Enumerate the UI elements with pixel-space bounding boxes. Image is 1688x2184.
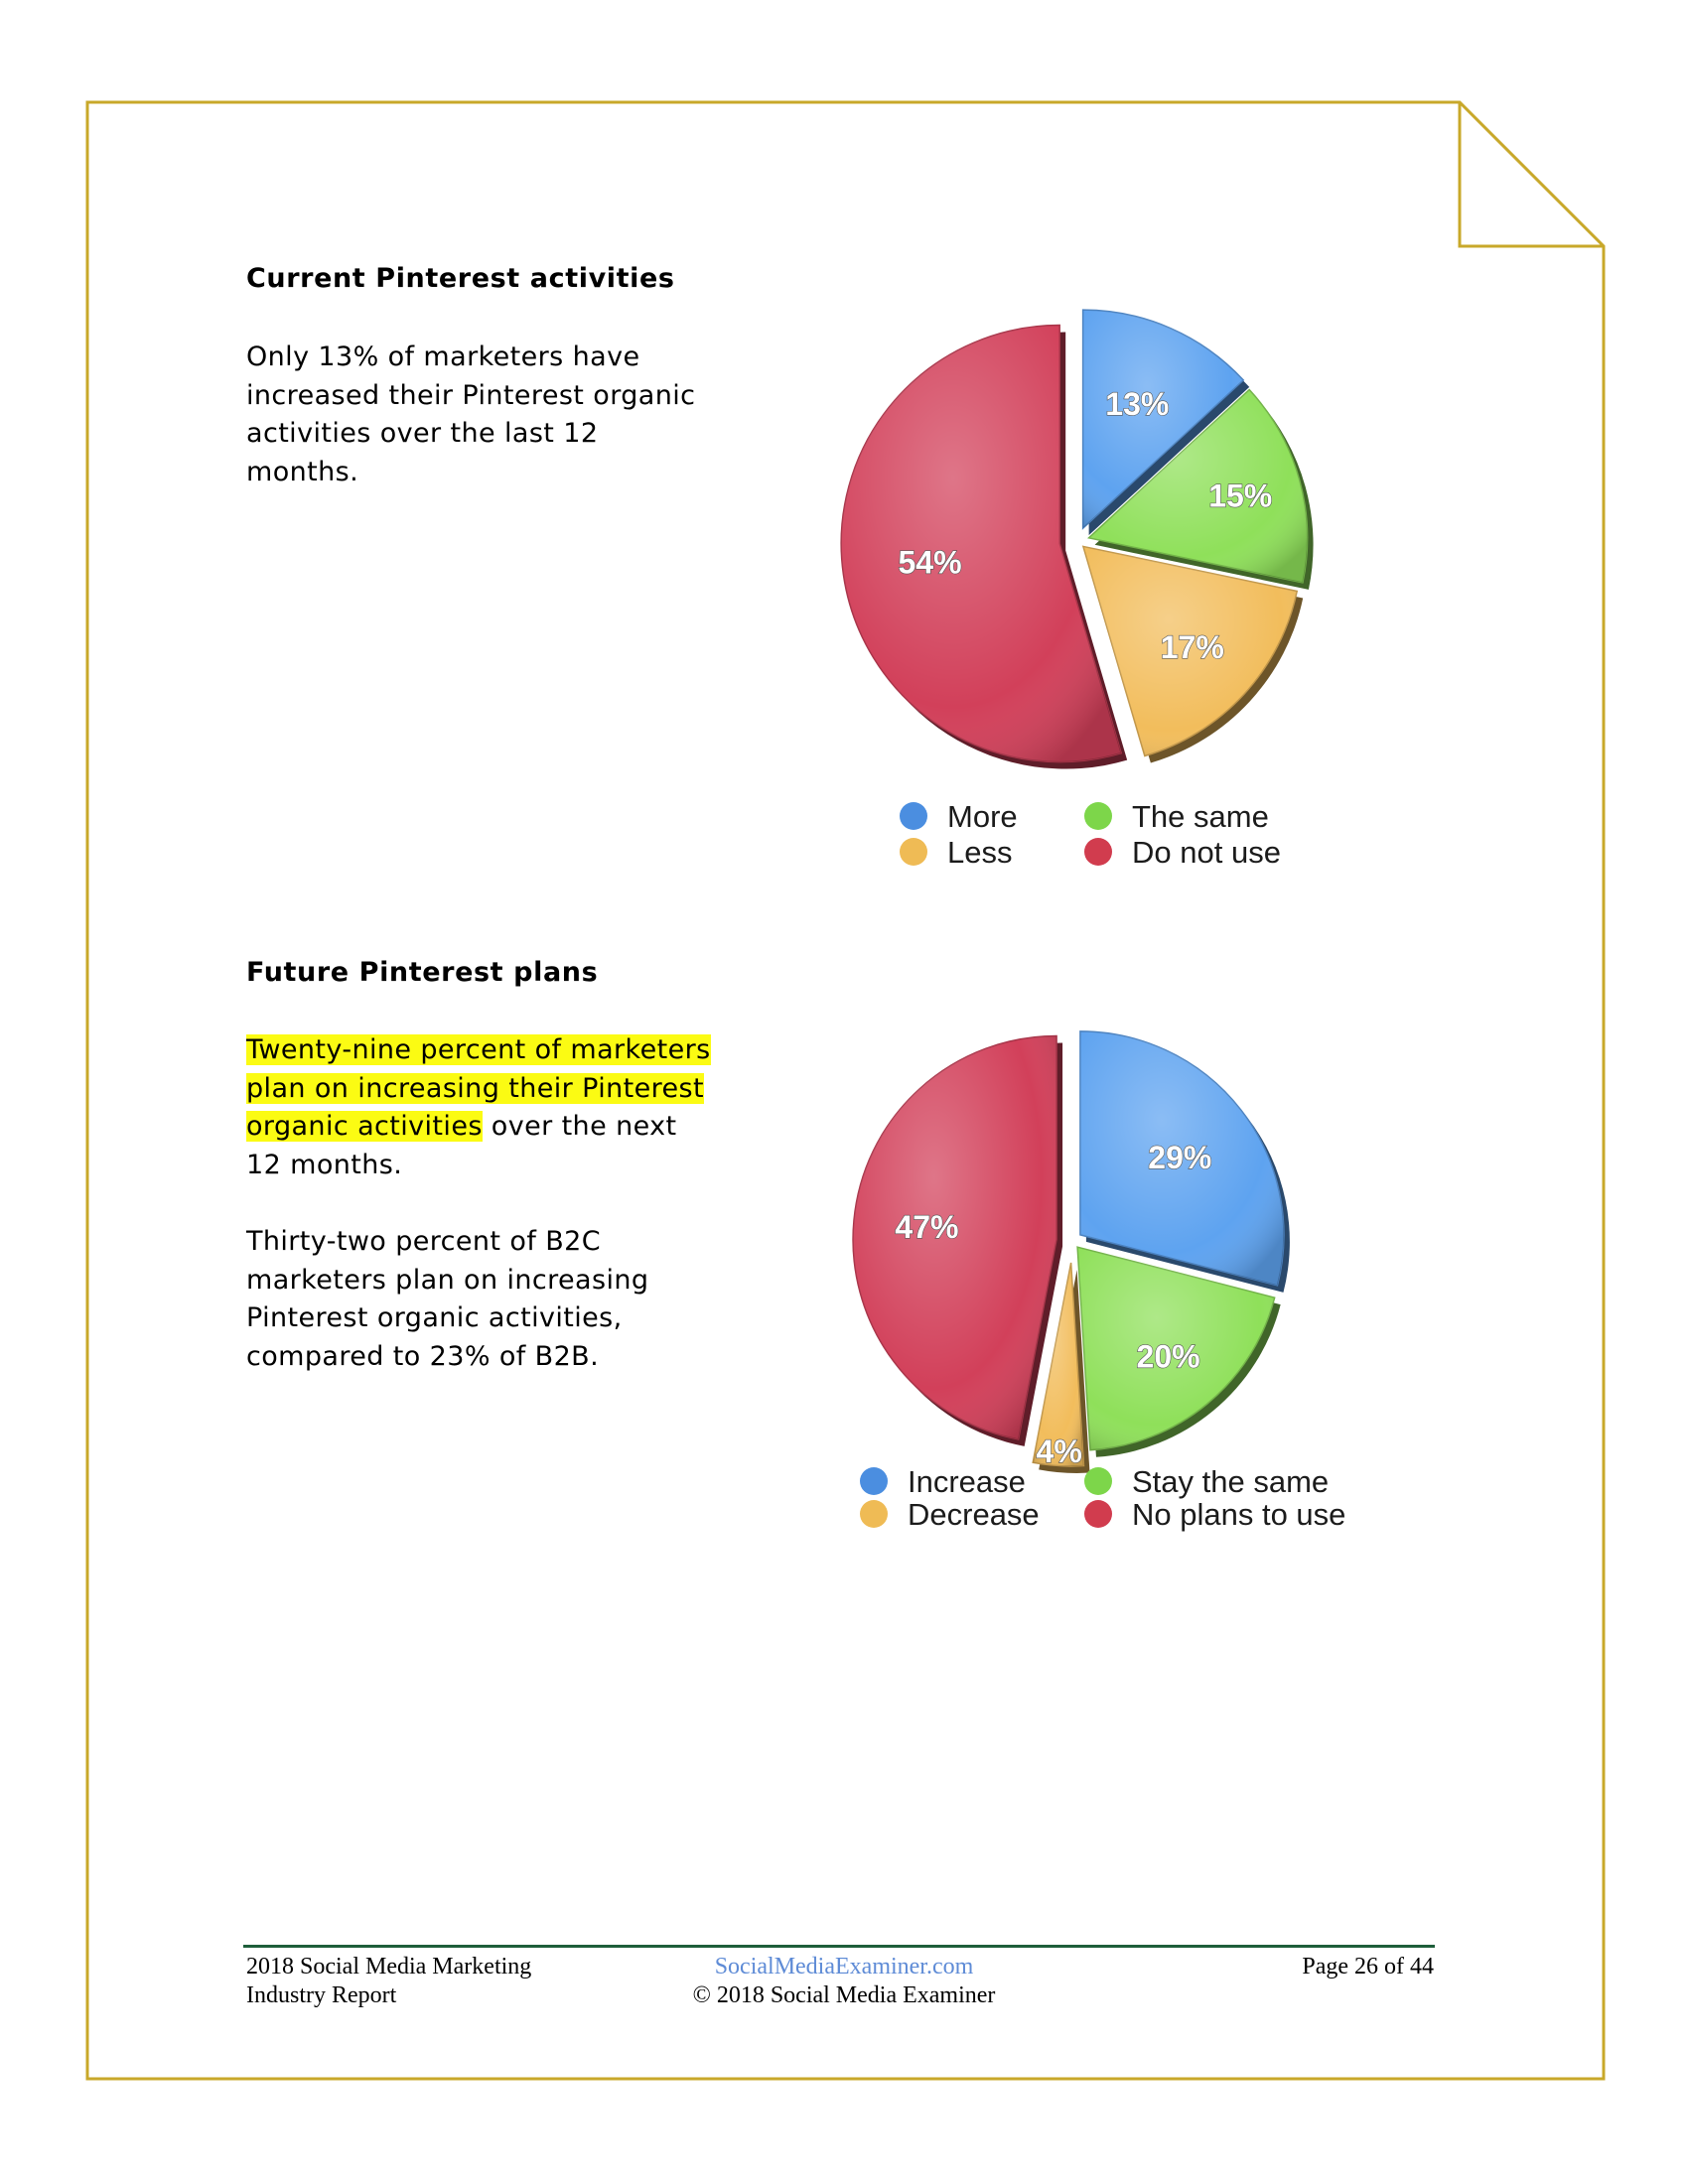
footer-site-link[interactable]: SocialMediaExaminer.com <box>714 1954 974 1979</box>
legend-swatch <box>900 838 927 866</box>
pie-chart-1 <box>841 310 1313 870</box>
legend-label: Increase <box>908 1464 1026 1499</box>
legend-swatch <box>860 1500 888 1528</box>
section-heading-current: Current Pinterest activities <box>246 263 675 294</box>
legend-label: Do not use <box>1132 835 1281 870</box>
footer-report-title <box>246 1953 604 2010</box>
pie-slice-shade <box>841 326 1121 762</box>
legend-swatch <box>1084 1500 1112 1528</box>
legend-swatch <box>900 802 927 830</box>
legend-swatch <box>1084 1467 1112 1495</box>
legend-label: Stay the same <box>1132 1464 1330 1499</box>
legend-label: No plans to use <box>1132 1497 1346 1532</box>
section-heading-future: Future Pinterest plans <box>246 957 599 988</box>
pie-chart-2 <box>853 1031 1345 1532</box>
pie-data-label: 20% <box>1136 1338 1200 1375</box>
pie-data-label: 54% <box>898 544 962 581</box>
footer-divider <box>243 1945 1435 1948</box>
pie-data-label: 15% <box>1208 478 1273 514</box>
legend-swatch <box>1084 838 1112 866</box>
pie-data-label: 13% <box>1105 386 1170 423</box>
footer-report-line2: Industry Report <box>246 1982 397 2008</box>
legend-label: More <box>947 799 1018 834</box>
legend-label: Less <box>947 835 1013 870</box>
pie-data-label: 29% <box>1148 1139 1212 1175</box>
legend-label: Decrease <box>908 1497 1040 1532</box>
pie-data-label: 47% <box>895 1209 959 1246</box>
future-plans-text-rest: over the next 12 months. <box>246 1111 677 1180</box>
pie-data-label: 4% <box>1036 1433 1082 1470</box>
pie-data-label: 17% <box>1160 628 1224 665</box>
legend-label: The same <box>1132 799 1269 834</box>
footer-report-line1: 2018 Social Media Marketing <box>246 1954 532 1979</box>
current-activities-text: Only 13% of marketers have increased their Pinterest organic activities over the last 12 months. <box>246 341 696 487</box>
highlighted-text: Twenty-nine percent of marketers plan on increasing their Pinterest organic activities <box>246 1034 711 1142</box>
b2c-b2b-text: Thirty-two percent of B2C marketers plan on increasing Pinterest organic activities, compared to 23% of B2B. <box>246 1226 649 1372</box>
legend-swatch <box>860 1467 888 1495</box>
legend-swatch <box>1084 802 1112 830</box>
footer-copyright: © 2018 Social Media Examiner <box>692 1982 996 2008</box>
footer-page-number: Page 26 of 44 <box>1302 1954 1434 1979</box>
footer-site <box>645 1953 1043 2010</box>
